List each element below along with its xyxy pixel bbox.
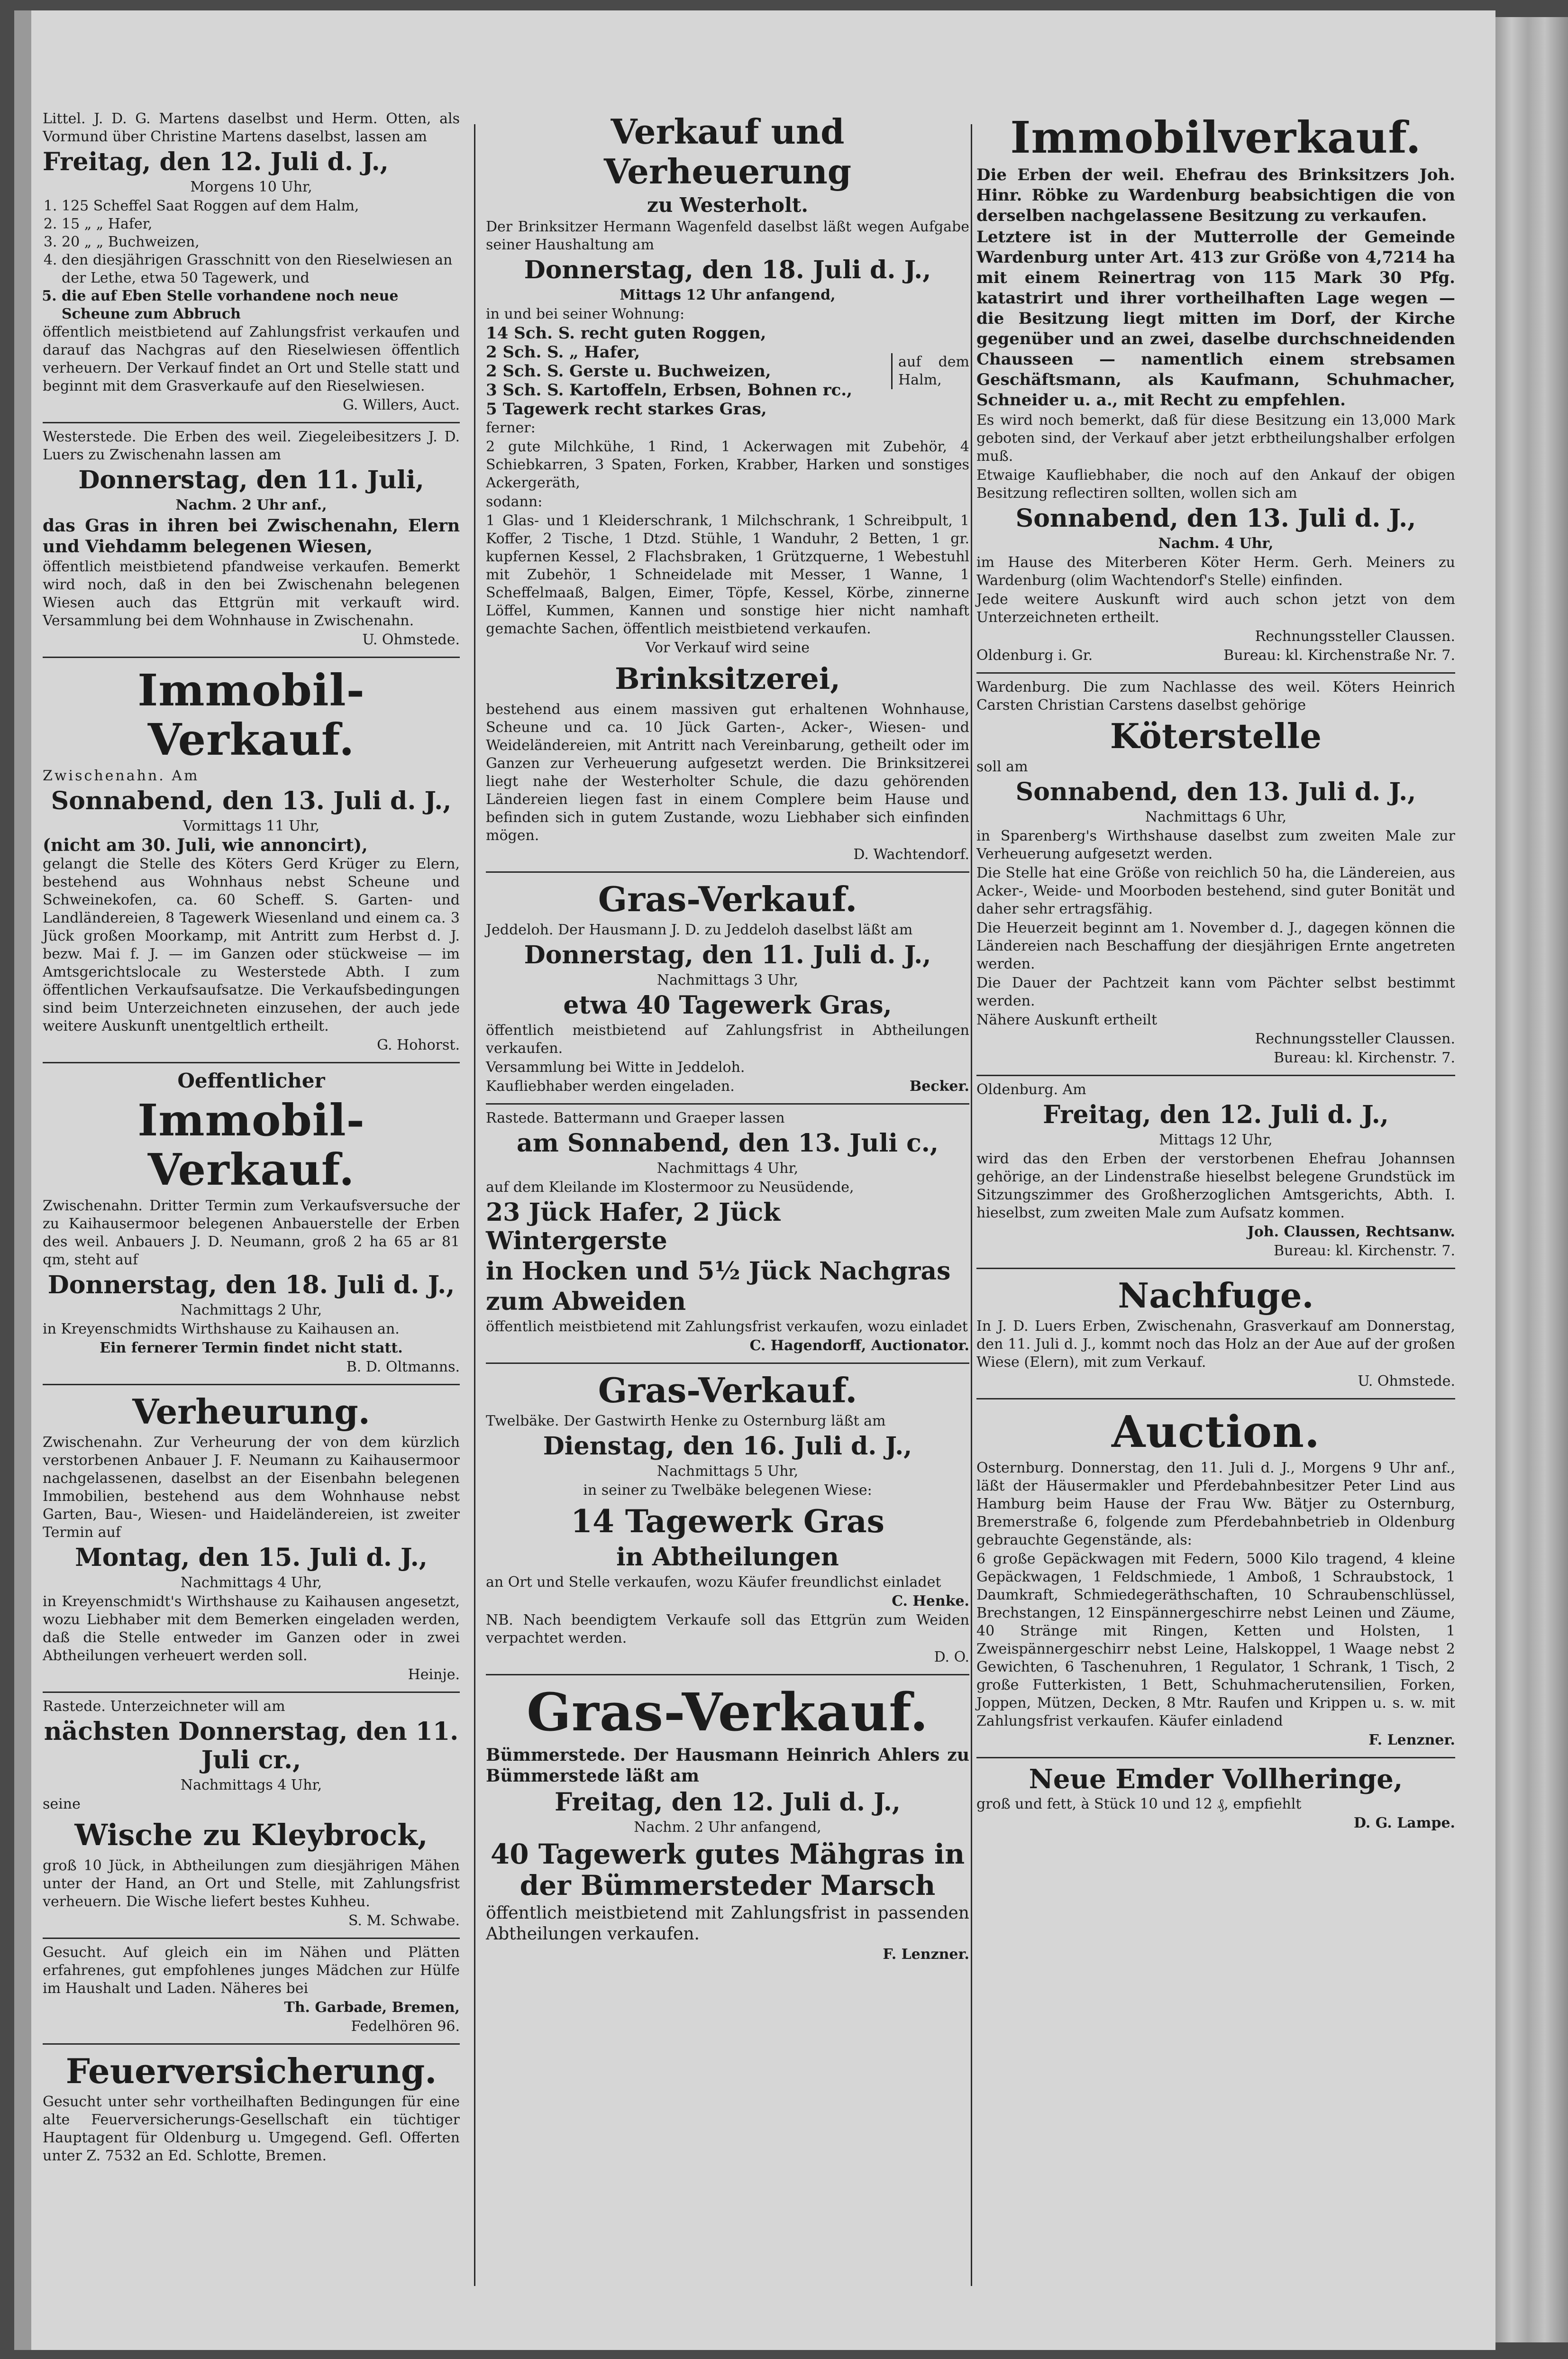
list-item: 5 Tagewerk recht starkes Gras, (486, 400, 767, 419)
ad-body: groß und fett, à Stück 10 und 12 ₰, empfiehlt (976, 1796, 1302, 1812)
ad-body: Die Erben der weil. Ehefrau des Brinksitzers Joh. Hinr. Röbke zu Wardenburg beabsichtigen die von derselben nachgelassene Besitzung zu verkaufen. (976, 165, 1455, 225)
ad-text: sodann: (486, 494, 543, 510)
ad-signature: Joh. Claussen, Rechtsanw. (1247, 1224, 1455, 1240)
ad-note: Ein fernerer Termin findet nicht statt. (100, 1340, 403, 1356)
ad-headline: Immobilverkauf. (1010, 112, 1422, 163)
ad-body: Jede weitere Auskunft wird auch schon jetzt von dem Unterzeichneten ertheilt. (976, 591, 1455, 626)
ad-intro: Rastede. Unterzeichneter will am (43, 1698, 285, 1715)
ad-date: Freitag, den 12. Juli d. J., (555, 1788, 901, 1817)
ad-body: Nähere Auskunft ertheilt (976, 1012, 1158, 1028)
list-item: 4. den diesjährigen Grasschnitt von den Rieselwiesen an der Lethe, etwa 50 Tagewerk, und (62, 251, 460, 287)
ad-main: 14 Tagewerk Gras (571, 1503, 884, 1540)
ad-gesucht-maedchen (43, 1939, 460, 2045)
ad-time: Nachmittags 6 Uhr, (1145, 809, 1287, 825)
ad-date: am Sonnabend, den 13. Juli c., (517, 1129, 939, 1158)
ad-body: an Ort und Stelle verkaufen, wozu Käufer freundlichst einladet (486, 1574, 941, 1591)
ad-body: in Kreyenschmidts Wirthshause zu Kaihausen an. (43, 1321, 400, 1337)
ad-signature: F. Lenzner. (1368, 1732, 1455, 1748)
list-item: 3. 20 „ „ Buchweizen, (62, 233, 460, 251)
ad-date: Sonnabend, den 13. Juli d. J., (51, 786, 452, 815)
ad-text: ferner: (486, 420, 536, 436)
column-3 (976, 105, 1455, 1840)
column-rule (971, 124, 972, 2286)
ad-date: Dienstag, den 16. Juli d. J., (543, 1432, 912, 1461)
ad-headline: Verkauf und Verheuerung (603, 111, 852, 192)
ad-date: Donnerstag, den 11. Juli d. J., (524, 941, 931, 969)
ad-date: Sonnabend, den 13. Juli d. J., (1015, 504, 1416, 533)
ad-main: 40 Tagewerk gutes Mähgras in der Bümmersteder Marsch (490, 1838, 965, 1902)
list-item: 1. 125 Scheffel Saat Roggen auf dem Halm, (62, 197, 460, 215)
ad-signature: D. G. Lampe. (1353, 1815, 1455, 1831)
ad-main: etwa 40 Tagewerk Gras, (563, 991, 892, 1020)
ad-date: Freitag, den 12. Juli d. J., (43, 147, 389, 176)
ad-intro: Osternburg. Donnerstag, den 11. Juli d. J., Morgens 9 Uhr anf., läßt der Häusermakler und Pferdebahnbesitzer Peter Lind aus Hamburg beim Hause der Frau Ww. Bätjer zu Osternburg, Bremerstraße 6, folgende zum Pferdebahnbetrieb in Oldenburg gebrauchte Gegenstände, als: (976, 1460, 1455, 1548)
ad-nachfuge (976, 1269, 1455, 1399)
ad-body: In J. D. Luers Erben, Zwischenahn, Grasverkauf am Donnerstag, den 11. Juli d. J., kommt noch das Holz an der Aue auf der großen Wiese (Elern), mit zum Verkauf. (976, 1318, 1455, 1371)
ad-body: öffentlich meistbietend pfandweise verkaufen. Bemerkt wird noch, daß in den bei Zwischenahn belegenen Wiesen auch das Ettgrün mit verkauft wird. Versammlung bei dem Wohnhause in Zwischenahn. (43, 558, 460, 629)
ad-date: Donnerstag, den 11. Juli, (78, 466, 424, 494)
ad-body: Etwaige Kaufliebhaber, die noch auf den Ankauf der obigen Besitzung reflectiren sollten, wollen sich am (976, 467, 1455, 502)
ad-meeting: Versammlung bei Witte in Jeddeloh. (486, 1059, 745, 1076)
list-item: 2 Sch. S. „ Hafer, (486, 343, 640, 362)
ad-footer (486, 1078, 969, 1097)
ad-time: Nachmittags 3 Uhr, (656, 972, 799, 988)
ad-feuerversicherung (43, 2045, 460, 2173)
ad-note: (nicht am 30. Juli, wie annoncirt), (43, 835, 368, 855)
ad-date: Montag, den 15. Juli d. J., (75, 1543, 428, 1572)
ad-time: Nachmittags 2 Uhr, (180, 1302, 322, 1318)
ad-signature: C. Hagendorff, Auctionator. (749, 1337, 969, 1354)
ad-signature: D. Wachtendorf. (853, 846, 969, 863)
ad-headline: Neue Emder Vollheringe, (1029, 1764, 1403, 1795)
ad-signature: Becker. (909, 1078, 969, 1095)
ad-oldenburg-grundstueck (976, 1076, 1455, 1269)
list-item: 5. die auf Eben Stelle vorhandene noch neue Scheune zum Abbruch (62, 287, 460, 323)
ad-body: Die Dauer der Pachtzeit kann vom Pächter selbst bestimmt werden. (976, 975, 1455, 1009)
ad-body: groß 10 Jück, in Abtheilungen zum diesjährigen Mähen unter der Hand, an Ort und Stelle, mit Zahlungsfrist verheuern. Die Wische liefert bestes Kuhheu. (43, 1857, 460, 1910)
ad-time: Nachm. 2 Uhr anf., (175, 497, 327, 513)
newspaper-page (14, 10, 1495, 2350)
ad-main: 23 Jück Hafer, 2 Jück Wintergerste (486, 1198, 781, 1255)
ad-body: Die Heuerzeit beginnt am 1. November d. J., dagegen können die Ländereien nach Beschaffung der diesjährigen Ernte angetreten werden. (976, 920, 1455, 972)
ad-signature: Heinje. (408, 1666, 460, 1683)
binding-gutter (14, 10, 31, 2350)
ad-intro: Westerstede. Die Erben des weil. Ziegeleibesitzers J. D. Luers zu Zwischenahn lassen am (43, 429, 460, 463)
ad-oeffentlicher-immobil-verkauf (43, 1063, 460, 1385)
item-list (43, 197, 460, 323)
ad-body: wird das den Erben der verstorbenen Ehefrau Johannsen gehörige, an der Lindenstraße hieselbst belegene Grundstück im Sitzungszimmer des Großherzoglichen Amtsgerichts, Abth. I. hieselbst, zum zweiten Male zum Aufsatz kommen. (976, 1151, 1455, 1221)
ad-immobilverkauf-roebke (976, 105, 1455, 674)
list-item: 2. 15 „ „ Hafer, (62, 215, 460, 233)
ad-headline: Immobil-Verkauf. (137, 1095, 365, 1195)
ad-signature: Th. Garbade, Bremen, (284, 1999, 460, 2016)
ad-signature: B. D. Oltmanns. (346, 1359, 460, 1375)
ad-body: Gesucht unter sehr vortheilhaften Bedingungen für eine alte Feuerversicherungs-Gesellschaft ein tüchtiger Hauptagent für Oldenburg u. Umgegend. Gefl. Offerten unter Z. 7532 an Ed. Schlotte, Bremen. (43, 2094, 460, 2164)
ad-headline: Auction. (1111, 1406, 1320, 1457)
ad-text: Vor Verkauf wird seine (645, 640, 810, 656)
ad-date: Freitag, den 12. Juli d. J., (1043, 1100, 1389, 1129)
ad-pre: soll am (976, 759, 1028, 775)
ad-headline: Verheurung. (132, 1391, 370, 1432)
ad-body: öffentlich meistbietend auf Zahlungsfrist verkaufen und darauf das Nachgras auf den Rieselwiesen öffentlich verheuern. Der Verkauf findet an Ort und Stelle statt und beginnt mit dem Grasverkaufe auf den Rieselwiesen. (43, 324, 460, 394)
ad-signature: Fedelhören 96. (351, 2018, 460, 2035)
column-1 (43, 105, 460, 2173)
ad-rastede-hafer (486, 1105, 969, 1364)
ad-date: Sonnabend, den 13. Juli d. J., (1015, 777, 1416, 806)
ad-headline: Gras-Verkauf. (598, 879, 857, 919)
ad-date: Donnerstag, den 18. Juli d. J., (524, 256, 931, 284)
brace-note: auf dem Halm, (891, 353, 969, 389)
ad-time: Mittags 12 Uhr, (1159, 1132, 1273, 1148)
ad-body: bestehend aus einem massiven gut erhaltenen Wohnhause, Scheune und ca. 10 Jück Garten-, Acker-, Wiesen- und Weideländereien, mit Antritt nach Vereinbarung, getheilt oder im Ganzen zur Verheuerung aufgesetzt werden. Die Brinksitzerei liegt nahe der Westerholter Schule, die dazu gehörenden Ländereien liegen fast in einem Complere beim Hause und befinden sich in gutem Zustande, wozu Liebhaber sich einfinden mögen. (486, 701, 969, 844)
item-list (486, 324, 891, 419)
ad-intro: Der Brinksitzer Hermann Wagenfeld daselbst läßt wegen Aufgabe seiner Haushaltung am (486, 219, 969, 253)
ad-signature: Rechnungssteller Claussen. (1255, 1031, 1455, 1047)
ad-main: in Hocken und 5½ Jück Nachgras (486, 1257, 951, 1286)
ad-body: öffentlich meistbietend mit Zahlungsfrist verkaufen, wozu einladet (486, 1318, 968, 1335)
ad-place: in seiner zu Twelbäke belegenen Wiese: (583, 1482, 872, 1499)
column-rule (474, 124, 475, 2286)
ad-martens-sale (43, 105, 460, 423)
ad-date: Donnerstag, den 18. Juli d. J., (47, 1271, 455, 1299)
ad-body: Zwischenahn. Dritter Termin zum Verkaufsversuche der zu Kaihausermoor belegenen Anbauerstelle der Erben des weil. Anbauers J. D. Neumann, groß 2 ha 65 ar 81 qm, steht auf (43, 1198, 460, 1268)
ad-headline: Gras-Verkauf. (526, 1682, 929, 1743)
page-edge-stack (1495, 17, 1568, 2342)
ad-body: in Kreyenschmidt's Wirthshause zu Kaihausen angesetzt, wozu Liebhaber mit dem Bemerken eingeladen werden, daß die Stelle entweder im Ganzen oder in zwei Abtheilungen verheuert werden soll. (43, 1593, 460, 1664)
list-item: 14 Sch. S. recht guten Roggen, (486, 324, 766, 343)
ad-body: im Hause des Miterberen Köter Herm. Gerh. Meiners zu Wardenburg (olim Wachtendorf's Stelle) einfinden. (976, 554, 1455, 589)
ad-time: Nachmittags 4 Uhr, (180, 1777, 322, 1793)
ad-signature: G. Willers, Auct. (342, 397, 460, 413)
ad-signature: C. Henke. (892, 1593, 969, 1609)
ad-main: Wische zu Kleybrock, (74, 1818, 428, 1852)
ad-intro: Rastede. Battermann und Graeper lassen (486, 1110, 785, 1126)
ad-note: NB. Nach beendigtem Verkaufe soll das Ettgrün zum Weiden verpachtet werden. (486, 1612, 969, 1646)
ad-body: Es wird noch bemerkt, daß für diese Besitzung ein 13,000 Mark geboten sind, der Verkauf aber jetzt erbtheilungshalber erfolgen muß. (976, 412, 1455, 465)
ad-vollheringe (976, 1758, 1455, 1840)
ad-headline: Feuerversicherung. (65, 2051, 437, 2091)
ad-body: Die Stelle hat eine Größe von reichlich 50 ha, die Ländereien, aus Acker-, Weide- und Moorboden bestehend, sind guter Bonität und daher sehr ertragsfähig. (976, 865, 1455, 917)
ad-intro: Wardenburg. Die zum Nachlasse des weil. Köters Heinrich Carsten Christian Carstens daselbst gehörige (976, 679, 1455, 713)
ad-headline: Immobil-Verkauf. (137, 665, 365, 765)
ad-gras-verkauf-jeddeloh (486, 873, 969, 1105)
ad-main: in Abtheilungen (616, 1543, 839, 1572)
ad-immobil-verkauf-krueger (43, 658, 460, 1063)
ad-luers-gras (43, 423, 460, 658)
item-group (486, 324, 969, 419)
ad-time: Nachmittags 5 Uhr, (656, 1463, 799, 1480)
ad-body: öffentlich meistbietend auf Zahlungsfrist in Abtheilungen verkaufen. (486, 1022, 969, 1057)
ad-body: Gesucht. Auf gleich ein im Nähen und Plätten erfahrenes, gut empfohlenes junges Mädchen zur Hülfe im Haushalt und Laden. Näheres bei (43, 1944, 460, 1997)
ad-signature: Bureau: kl. Kirchenstr. 7. (1274, 1050, 1455, 1066)
ad-place: Oldenburg i. Gr. (976, 647, 1093, 664)
ad-date: nächsten Donnerstag, den 11. Juli cr., (44, 1717, 459, 1774)
ad-body: Zwischenahn. Zur Verheurung der von dem kürzlich verstorbenen Anbauer J. F. Neumann zu Kaihausermoor nachgelassenen, daselbst an der Eisenbahn belegenen Immobilien, bestehend aus dem Wohnhause nebst Garten, Bau-, Wiesen- und Haideländereien, ist zweiter Termin auf (43, 1434, 460, 1541)
ad-subheadline: zu Westerholt. (647, 193, 808, 217)
ad-gras-verkauf-buemmerstede (486, 1675, 969, 1971)
ad-time: Nachm. 2 Uhr anfangend, (634, 1819, 821, 1836)
ad-signature: Bureau: kl. Kirchenstr. 7. (1274, 1243, 1455, 1259)
ad-signature: S. M. Schwabe. (348, 1912, 460, 1929)
ad-intro: Oldenburg. Am (976, 1081, 1086, 1098)
ad-body: gelangt die Stelle des Köters Gerd Krüger zu Elern, bestehend aus Wohnhaus nebst Scheune und Schweinekofen, ca. 60 Scheff. S. Garten- und Landländereien, 8 Tagewerk Wiesenland und einem ca. 3 Jück großen Moorkamp, mit Antritt zum Herbst d. J. bezw. Mai f. J. — im Ganzen oder stückweise — im Amtsgerichtslocale zu Westerstede Abth. I zum öffentlichen Verkaufsaufsatze. Die Verkaufsbedingungen sind beim Unterzeichneten einzusehen, der auch jede weitere Auskunft unentgeltlich ertheilt. (43, 856, 460, 1034)
ad-place: auf dem Kleilande im Klostermoor zu Neusüdende, (486, 1179, 854, 1196)
ad-lead: in und bei seiner Wohnung: (486, 306, 685, 322)
ad-headline: Nachfuge. (1118, 1275, 1314, 1316)
ad-body: öffentlich meistbietend mit Zahlungsfrist in passenden Abtheilungen verkaufen. (486, 1903, 969, 1944)
ad-pre: seine (43, 1796, 81, 1812)
list-item: 3 Sch. S. Kartoffeln, Erbsen, Bohnen rc., (486, 381, 852, 400)
ad-auction (976, 1399, 1455, 1758)
ad-signature: U. Ohmstede. (362, 631, 460, 648)
ad-signature: Rechnungssteller Claussen. (1255, 628, 1455, 645)
ad-time: Vormittags 11 Uhr, (182, 818, 320, 834)
ad-gras-verkauf-twelbaeke (486, 1364, 969, 1675)
ad-signature: D. O. (934, 1649, 969, 1665)
ad-time: Mittags 12 Uhr anfangend, (620, 287, 836, 303)
ad-intro: Twelbäke. Der Gastwirth Henke zu Osternburg läßt am (486, 1413, 886, 1429)
ad-body: in Sparenberg's Wirthshause daselbst zum zweiten Male zur Verheuerung aufgesetzt werden. (976, 828, 1455, 862)
ad-wische-kleybrock (43, 1693, 460, 1939)
ad-body: Letztere ist in der Mutterrolle der Gemeinde Wardenburg unter Art. 413 zur Größe von 4,7214 ha mit einem Reinertrag von 115 Mark 30 Pfg. katastrirt und ihrer vortheilhaften Lage wegen — die Besitzung liegt mitten im Dorf, der Kirche gegenüber und an zwei, daselbe durchschneidenden Chausseen — namentlich einem strebsamen Geschäftsmann, als Kaufmann, Schuhmacher, Schneider u. a., mit Recht zu empfehlen. (976, 228, 1455, 410)
ad-headline: Gras-Verkauf. (598, 1370, 857, 1410)
ad-time: Nachm. 4 Uhr, (1158, 535, 1274, 552)
ad-headline: Köterstelle (1110, 716, 1322, 756)
ad-main: das Gras in ihren bei Zwischenahn, Elern und Viehdamm belegenen Wiesen, (43, 516, 460, 557)
ad-intro: Jeddeloh. Der Hausmann J. D. zu Jeddeloh daselbst läßt am (486, 922, 913, 938)
ad-main: Brinksitzerei, (615, 661, 840, 696)
ad-intro: Zwischenahn. Am (43, 768, 200, 784)
ad-wagenfeld-verkauf (486, 105, 969, 873)
ad-main: zum Abweiden (486, 1287, 686, 1316)
ad-signature: U. Ohmstede. (1358, 1373, 1455, 1390)
ad-bureau: Bureau: kl. Kirchenstraße Nr. 7. (1223, 647, 1455, 664)
ad-footer (976, 647, 1455, 666)
ad-time: Nachmittags 4 Uhr, (180, 1574, 322, 1591)
ad-time: Morgens 10 Uhr, (190, 179, 312, 195)
ad-koeterstelle (976, 674, 1455, 1076)
ad-signature: F. Lenzner. (883, 1946, 969, 1963)
ad-invite: Kaufliebhaber werden eingeladen. (486, 1078, 735, 1095)
ad-body: 2 gute Milchkühe, 1 Rind, 1 Ackerwagen mit Zubehör, 4 Schiebkarren, 3 Spaten, Forken, Krabber, Harken und sonstiges Ackergeräth, (486, 439, 969, 491)
ad-body: 1 Glas- und 1 Kleiderschrank, 1 Milchschrank, 1 Schreibpult, 1 Koffer, 2 Tische, 1 Dtzd. Stühle, 1 Wanduhr, 2 Betten, 1 gr. kupfernen Kessel, 2 Flachsbraken, 1 Grützquerne, 1 Webestuhl mit Zubehör, 1 Schneidelade mit Messer, 1 Wanne, 1 Scheffelmaaß, Balgen, Eimer, Töpfe, Kessel, Körbe, zinnerne Löffel, Kummen, Kannen und sonstige hier nicht namhaft gemachte Sachen, öffentlich meistbietend verkaufen. (486, 512, 969, 637)
ad-signature: G. Hohorst. (377, 1037, 460, 1053)
ad-intro: Bümmerstede. Der Hausmann Heinrich Ahlers zu Bümmerstede läßt am (486, 1745, 969, 1786)
column-2 (486, 105, 969, 1971)
ad-intro: Littel. J. D. G. Martens daselbst und Herm. Otten, als Vormund über Christine Martens daselbst, lassen am (43, 110, 460, 145)
ad-headline-small: Oeffentlicher (177, 1069, 325, 1092)
list-item: 2 Sch. S. Gerste u. Buchweizen, (486, 362, 771, 381)
ad-verheurung (43, 1385, 460, 1693)
ad-body: 6 große Gepäckwagen mit Federn, 5000 Kilo tragend, 4 kleine Gepäckwagen, 1 Feldschmiede, 1 Amboß, 1 Schraubstock, 1 Daumkraft, Schmiedegeräthschaften, 10 Schraubenschlüssel, Brechstangen, 12 Einspännergeschirre nebst Leinen und Zäume, 40 Stränge mit Ringen, Ketten und Holsten, 1 Zweispännergeschirr nebst Leine, Halskoppel, 1 Waage nebst 2 Gewichten, 6 Taschenuhren, 1 Regulator, 1 Schrank, 1 Tisch, 2 große Futterkisten, 1 Bett, Schuhmacherutensilien, Forken, Joppen, Mützen, Decken, 8 Mtr. Raufen und Krippen u. s. w. mit Zahlungsfrist verkaufen. Käufer einladend (976, 1551, 1455, 1729)
ad-time: Nachmittags 4 Uhr, (656, 1160, 799, 1177)
